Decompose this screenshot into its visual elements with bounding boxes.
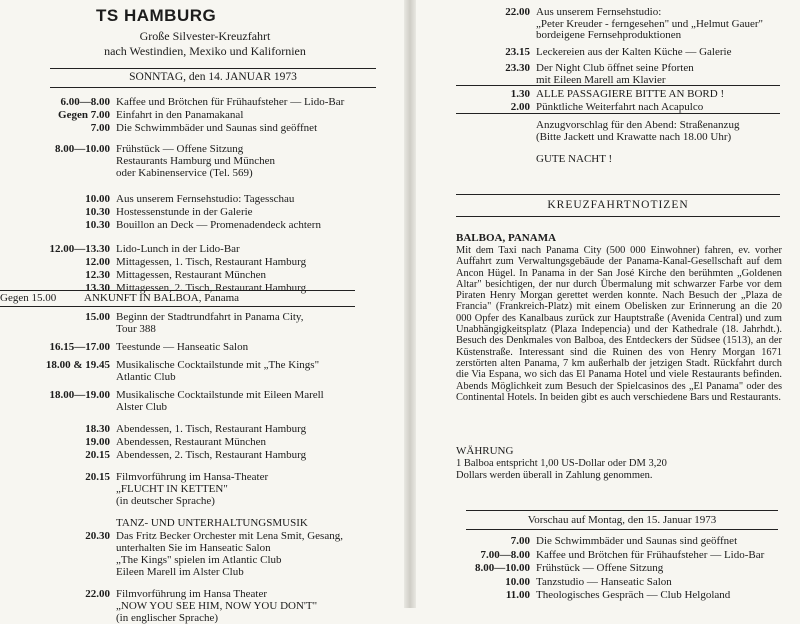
entry-time: 12.00—13.30 [49,243,110,255]
schedule-entry [412,562,800,575]
entry-text: „Peter Kreuder - ferngesehen" und „Helmut Gauer" [536,17,764,30]
entry-text: unterhalten Sie im Hanseatic Salon [116,542,271,554]
entry-time: 6.00—8.00 [60,96,110,108]
entry-text: Mittagessen, 1. Tisch, Restaurant Hamburg [116,256,307,268]
entry-text: Kaffee und Brötchen für Frühaufsteher — Lido-Bar [536,548,765,561]
entry-time: 10.30 [85,206,110,218]
subtitle-route: nach Westindien, Mexiko und Kalifornien [104,44,306,58]
boarding-rule-top [456,85,780,86]
entry-time: 11.00 [505,589,530,601]
entry-time: 20.15 [85,471,110,483]
notes-rule-top [456,194,780,195]
balboa-text [456,245,782,403]
entry-time: 16.15—17.00 [49,341,110,353]
entry-time: 18.30 [85,423,110,435]
entry-text: Hostessenstunde in der Galerie [116,206,253,218]
entry-text: Das Fritz Becker Orchester mit Lena Smit, Gesang, [116,530,343,542]
entry-time: 22.00 [85,588,110,600]
entry-text: Abendessen, 1. Tisch, Restaurant Hamburg [116,423,307,435]
dress-code-line: Anzugvorschlag für den Abend: Straßenanzug [536,119,740,131]
entry-text: ALLE PASSAGIERE BITTE AN BORD ! [536,88,725,100]
entry-text: Lido-Lunch in der Lido-Bar [116,243,240,255]
entry-time: 23.15 [505,45,530,58]
notes-header: KREUZFAHRTNOTIZEN [547,199,689,211]
schedule-entry [32,206,402,218]
entry-text: Abendessen, 2. Tisch, Restaurant Hamburg [116,449,307,461]
entry-text: Filmvorführung im Hansa-Theater [116,471,269,483]
schedule-entry [32,449,402,461]
currency-line: 1 Balboa entspricht 1,00 US-Dollar oder DM 3,20 [456,458,667,469]
schedule-entry [32,389,402,413]
entry-time: 20.15 [85,449,110,461]
entry-text: (in englischer Sprache) [116,612,219,624]
entry-text: Tour 388 [116,323,156,335]
entry-time: 7.00 [90,122,110,134]
schedule-entry [32,436,402,448]
dress-code [536,119,739,143]
entry-text: Beginn der Stadtrundfahrt in Panama City, [116,311,304,323]
entry-time: 12.00 [85,256,110,268]
schedule-entry [32,517,402,529]
subtitle-cruise: Große Silvester-Kreuzfahrt [139,29,271,43]
entry-text: Frühstück — Offene Sitzung [116,143,244,155]
entry-time: 8.00—10.00 [55,143,110,155]
entry-time: 10.00 [85,193,110,205]
date-header: SONNTAG, den 14. JANUAR 1973 [129,71,297,83]
currency-title: WÄHRUNG [456,445,514,457]
schedule-entry [32,471,402,507]
entry-time: 20.30 [85,530,110,542]
entry-text: „NOW YOU SEE HIM, NOW YOU DON'T" [116,600,318,612]
entry-time: 13.30 [85,282,110,294]
entry-text: oder Kabinenservice (Tel. 569) [116,167,253,179]
entry-text: TANZ- UND UNTERHALTUNGSMUSIK [116,517,308,529]
entry-text: Atlantic Club [116,371,176,383]
arrival-rule-bottom [0,306,355,307]
date-rule-top [50,68,376,69]
schedule-entry [412,62,800,85]
entry-text: Pünktliche Weiterfahrt nach Acapulco [536,101,704,113]
entry-text: Mittagessen, Restaurant München [116,269,266,281]
entry-time: 12.30 [85,269,110,281]
entry-text: Alster Club [116,401,168,413]
schedule-entry [32,359,402,383]
entry-text: Theologisches Gespräch — Club Helgoland [536,589,731,601]
entry-time: 8.00—10.00 [475,562,530,574]
entry-time: 7.00—8.00 [480,548,530,561]
balboa-title: BALBOA, PANAMA [456,232,557,244]
schedule-entry [32,193,402,205]
boarding-rule-bottom [456,113,780,114]
entry-text: bordeigene Fernsehproduktionen [536,29,682,41]
entry-text: Der Night Club öffnet seine Pforten [536,62,694,74]
entry-text: Tanzstudio — Hanseatic Salon [536,575,672,588]
good-night: GUTE NACHT ! [536,153,613,165]
schedule-entry [32,530,402,578]
entry-time: 15.00 [85,311,110,323]
balboa-paragraph: Mit dem Taxi nach Panama City (500 000 Einwohner) fahren, ev. vorher Auffahrt zum Verwaltungsgebäude der Panama-Kanal-Gesellschaft auf dem Ancon Hügel. In Panama in der San José Kirche den berühmten „Goldenen Altar" besichtigen, der nur durch Übermalung mit schwarzer Farbe vor dem Piraten Henry Morgan gerettet werden konnte. Nach Besuch der „Plaza de Francia" (Frankreich-Platz) mit einem Obelisken zur Erinnerung an die 20 000 Opfer des Kanalbaus zurück zur Hauptstraße (Avenida Central) und zum Unabhängigkeitsplatz (Plaza Indepencia) und der Kathedrale (18. Jahrhdt.). Besuch des Denkmales von Balboa, des Entdeckers der Südsee (1513), an der Küstenstraße. Interessant sind die Ruinen des von Henry Morgan 1671 zerstörten alten Panama, 7 km außerhalb der jetzigen Stadt. Rückfahrt durch die Via Espana, wo sich das El Panama Hotel und viele Restaurants befinden. Abends Möglichkeit zum Besuch der Spielcasinos des „El Panama" oder des Continental Hotels. In beiden gibt es auch verschiedene Bars und Restaurants. [456,245,782,403]
entry-text: Kaffee und Brötchen für Frühaufsteher — Lido-Bar [116,96,345,108]
schedule-entry [412,6,800,41]
entry-text: Musikalische Cocktailstunde mit „The Kings" [116,359,320,371]
currency-line: Dollars werden überall in Zahlung genommen. [456,470,653,481]
entry-time: 10.00 [505,575,530,588]
arrival-time: Gegen 15.00 [0,292,57,304]
schedule-entry [32,243,402,255]
entry-text: Aus unserem Fernsehstudio: Tagesschau [116,193,295,205]
entry-time: 18.00 & 19.45 [45,359,110,371]
right-page [412,0,800,608]
currency-info [456,458,667,482]
schedule-entry [412,549,800,562]
notes-rule-bottom [456,216,780,217]
entry-text: Die Schwimmbäder und Saunas sind geöffnet [116,122,318,134]
entry-time: 10.30 [85,219,110,231]
arrival-rule-top [0,290,355,291]
entry-time: 23.30 [505,62,530,74]
entry-text: Leckereien aus der Kalten Küche — Galerie [536,45,732,58]
ship-title: TS HAMBURG [96,6,217,25]
schedule-entry [32,341,402,353]
preview-rule-bottom [466,529,778,530]
schedule-entry [412,535,800,548]
entry-text: Teestunde — Hanseatic Salon [116,341,249,353]
schedule-entry [412,589,800,602]
entry-text: „FLUCHT IN KETTEN" [116,483,228,495]
schedule-entry [412,101,800,113]
entry-text: Einfahrt in den Panamakanal [116,109,244,121]
entry-text: „The Kings" spielen im Atlantic Club [116,554,282,566]
entry-time: Gegen 7.00 [58,109,110,121]
entry-time: 7.00 [510,535,530,547]
schedule-entry [32,588,402,624]
schedule-entry [32,269,402,281]
preview-rule-top [466,510,778,511]
preview-header: Vorschau auf Montag, den 15. Januar 1973 [527,514,717,526]
entry-text: Abendessen, Restaurant München [116,436,266,448]
schedule-entry [412,88,800,100]
entry-time: 2.00 [510,101,530,113]
dress-code-line: (Bitte Jackett und Krawatte nach 18.00 Uhr) [536,131,732,143]
schedule-entry [32,122,402,134]
entry-text: Eileen Marell im Alster Club [116,566,244,578]
entry-text: Mittagessen, 2. Tisch, Restaurant Hamburg [116,282,307,294]
arrival-text: ANKUNFT IN BALBOA, Panama [84,292,240,304]
schedule-entry [32,143,402,179]
schedule-entry [412,46,800,58]
entry-time: 22.00 [505,6,530,18]
entry-text: Restaurants Hamburg und München [116,155,275,167]
entry-time: 18.00—19.00 [49,389,110,401]
schedule-entry [32,423,402,435]
entry-text: Filmvorführung im Hansa Theater [116,588,268,600]
schedule-entry [32,96,402,108]
entry-time: 1.30 [510,88,530,100]
entry-text: (in deutscher Sprache) [116,495,215,507]
entry-text: Die Schwimmbäder und Saunas sind geöffnet [536,535,738,547]
entry-text: Musikalische Cocktailstunde mit Eileen Marell [116,389,324,401]
entry-time: 19.00 [85,436,110,448]
entry-text: Bouillon an Deck — Promenadendeck achtern [116,219,321,231]
entry-text: Aus unserem Fernsehstudio: [536,6,662,18]
schedule-entry [32,256,402,268]
schedule-entry [32,311,402,335]
entry-text: Frühstück — Offene Sitzung [536,562,664,574]
schedule-entry [32,109,402,121]
schedule-entry [412,576,800,589]
schedule-entry [32,219,402,231]
entry-text: mit Eileen Marell am Klavier [536,73,666,86]
date-rule-bottom [50,87,376,88]
